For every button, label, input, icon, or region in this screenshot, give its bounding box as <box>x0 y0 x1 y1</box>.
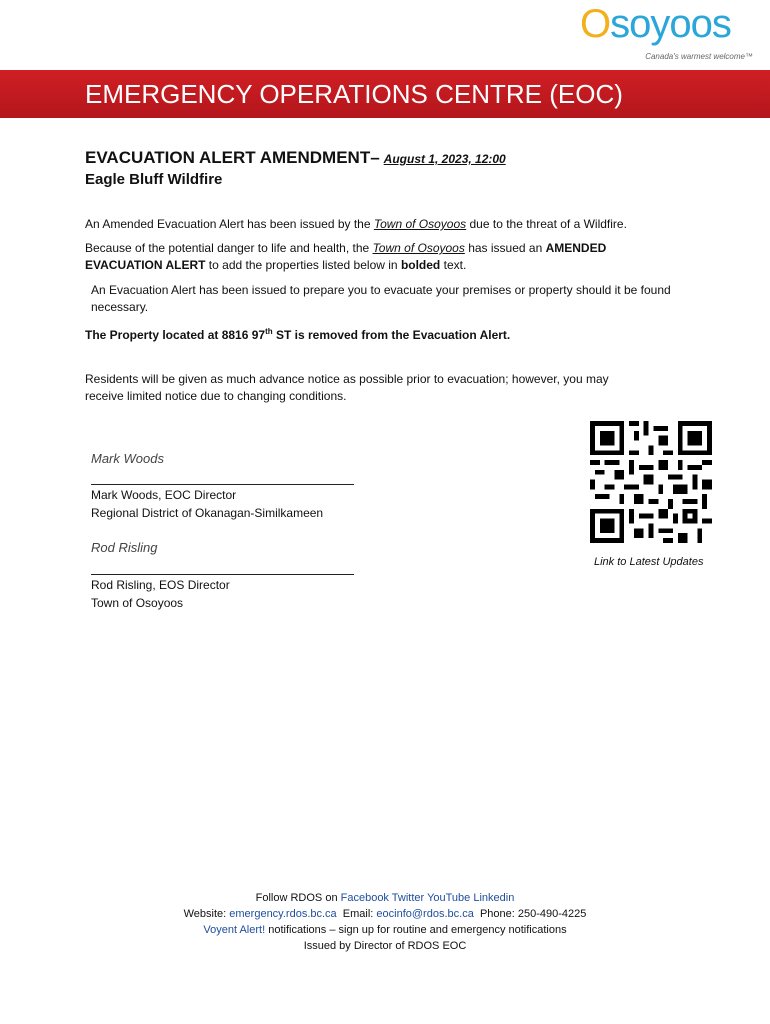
email-link[interactable]: eocinfo@rdos.bc.ca <box>376 908 474 920</box>
signature-line <box>91 574 354 575</box>
qr-caption[interactable]: Link to Latest Updates <box>594 556 704 568</box>
phone-number: Phone: 250-490-4225 <box>479 908 587 920</box>
town-link[interactable]: Town of Osoyoos <box>373 217 467 231</box>
banner-title: EMERGENCY OPERATIONS CENTRE (EOC) <box>85 79 623 109</box>
logo-tagline: Canada's warmest welcome™ <box>645 52 753 61</box>
signature-mark-woods: Mark Woods <box>91 451 164 466</box>
logo-wordmark: Osoyoos <box>580 2 731 46</box>
website-link[interactable]: emergency.rdos.bc.ca <box>229 908 337 920</box>
paragraph-removed: The Property located at 8816 97th ST is removed from the Evacuation Alert. <box>85 327 511 342</box>
footer-contact: Website: emergency.rdos.bc.ca Email: eocinfo@rdos.bc.ca Phone: 250-490-4225 <box>183 908 587 920</box>
paragraph-issued: An Amended Evacuation Alert has been issued by the Town of Osoyoos due to the threat of a Wildfire. <box>85 217 627 231</box>
footer <box>85 890 685 954</box>
qr-code[interactable] <box>590 420 712 544</box>
signature-block: Mark Woods, EOC Director Regional District of Okanagan-Similkameen <box>91 488 324 520</box>
linkedin-link[interactable]: Linkedin <box>473 892 515 904</box>
document-subtitle: Eagle Bluff Wildfire <box>85 171 223 188</box>
osoyoos-logo <box>580 2 755 64</box>
header-banner <box>0 70 770 118</box>
alert-date: August 1, 2023, 12:00 <box>383 152 506 166</box>
town-link[interactable]: Town of Osoyoos <box>372 241 465 255</box>
document-title: EVACUATION ALERT AMENDMENT– August 1, 2023, 12:00 <box>85 148 506 167</box>
signature-block: Rod Risling, EOS Director Town of Osoyoos <box>91 578 230 610</box>
youtube-link[interactable]: YouTube <box>427 892 471 904</box>
twitter-link[interactable]: Twitter <box>391 892 425 904</box>
footer-issued: Issued by Director of RDOS EOC <box>303 940 467 952</box>
facebook-link[interactable]: Facebook <box>340 892 389 904</box>
paragraph-danger: Because of the potential danger to life and health, the Town of Osoyoos has issued an AMENDED EVACUATION ALERT to add the properties listed below in bolded text. <box>85 241 607 272</box>
footer-social: Follow RDOS on Facebook Twitter YouTube Linkedin <box>255 892 515 904</box>
footer-voyent: Voyent Alert! notifications – sign up for routine and emergency notifications <box>203 924 567 936</box>
signature-line <box>91 484 354 485</box>
voyent-alert-link[interactable]: Voyent Alert! <box>203 924 266 936</box>
paragraph-notice: Residents will be given as much advance notice as possible prior to evacuation; however, you may receive limited notice due to changing conditions. <box>85 372 609 403</box>
signature-rod-risling: Rod Risling <box>91 540 158 555</box>
paragraph-prepare: An Evacuation Alert has been issued to prepare you to evacuate your premises or property should it be found necessary. <box>91 283 671 314</box>
